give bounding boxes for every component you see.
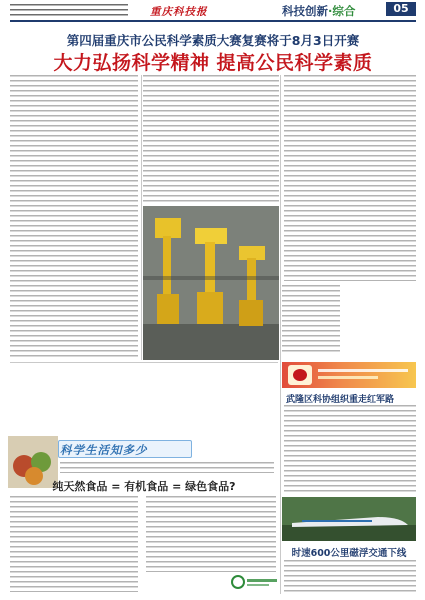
science-life-body-col1 — [10, 496, 138, 592]
science-life-intro — [60, 462, 274, 473]
right-story-3-title: 时速600公里磁浮交通下线 — [291, 548, 407, 559]
right-story-3-body — [284, 560, 416, 594]
section-title — [282, 3, 355, 19]
top-story-body-col3 — [284, 75, 416, 281]
masthead: 重庆科技报 — [150, 6, 208, 18]
header-rule — [10, 20, 416, 22]
science-life-section-title: 科学生活知多少 — [60, 443, 148, 457]
column-divider-right — [280, 75, 281, 594]
right-story-2-body — [284, 405, 416, 493]
top-story-headline: 大力弘扬科学精神 提高公民科学素质 — [53, 52, 373, 74]
right-story-2-title: 武隆区科协组织重走红军路 — [286, 395, 395, 405]
banner-graphic — [282, 362, 416, 388]
robot-arm-illustration — [143, 206, 279, 360]
issue-info — [10, 4, 128, 16]
maglev-illustration — [282, 497, 416, 541]
column-divider-left — [141, 75, 142, 360]
science-life-body-col2 — [146, 496, 276, 572]
top-story-body-col2 — [143, 75, 279, 202]
page-number: 05 — [386, 2, 416, 16]
photo-caption — [282, 285, 340, 355]
top-story-bottom-divider — [10, 362, 278, 363]
section-title-main: 科技创新 — [282, 4, 328, 18]
maglev-train-photo — [282, 497, 416, 541]
section-title-accent: 综合 — [332, 4, 356, 18]
section-title-separator: · — [328, 4, 333, 18]
industrial-robots-photo — [143, 206, 279, 360]
newspaper-logo-icon — [230, 574, 280, 590]
newspaper-logo-graphic — [230, 574, 280, 590]
red-army-banner-image — [282, 362, 416, 388]
top-story-subtitle: 第四届重庆市公民科学素质大赛复赛将于8月3日开赛 — [66, 33, 360, 48]
science-life-headline: 纯天然食品 = 有机食品 = 绿色食品? — [52, 480, 236, 493]
top-story-body-col1 — [10, 75, 138, 358]
